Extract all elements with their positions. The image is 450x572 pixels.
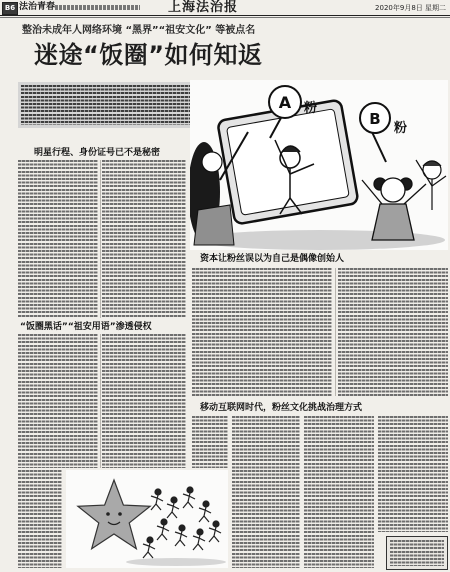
header-rule: [0, 15, 450, 16]
ground-shadow: [126, 558, 226, 566]
header-rule-thin: [0, 17, 450, 18]
info-text-block: [390, 540, 444, 566]
column-rule: [100, 160, 101, 318]
body-text-column: [102, 334, 186, 468]
section-heading-1: 明星行程、身份证号已不是秘密: [34, 148, 161, 158]
star-illustration-svg: [66, 470, 228, 568]
editor-info-line: [55, 5, 140, 10]
section-heading-2: 资本让粉丝误以为自己是偶像创始人: [200, 254, 345, 264]
column-rule: [335, 268, 336, 396]
body-text-column: [378, 416, 448, 532]
body-text-column: [192, 416, 228, 468]
article-title: 迷途“饭圈”如何知返: [34, 41, 263, 69]
body-text-column: [102, 160, 186, 318]
body-text-column: [338, 268, 448, 396]
star-chasing-illustration: [66, 470, 228, 568]
section-heading-4: 移动互联网时代，粉丝文化挑战治理方式: [200, 403, 363, 413]
column-rule: [100, 334, 101, 468]
issue-date: 2020年9月8日 星期二: [375, 4, 446, 12]
body-text-column: [18, 470, 62, 568]
sign-b-letter: B: [369, 110, 381, 128]
body-text-column: [232, 416, 300, 568]
section-heading-3: “饭圈黑话”“祖安用语”渗透侵权: [20, 322, 152, 332]
sign-a-word: 粉: [304, 101, 318, 116]
body-text-column: [304, 416, 374, 568]
sign-b-word: 粉: [394, 121, 408, 136]
section-name: 法治青春: [19, 2, 56, 12]
cartoon-illustration-fans: [190, 80, 448, 250]
body-text-column: [18, 334, 98, 468]
sign-a-letter: A: [278, 93, 292, 112]
masthead: 上海法治报: [168, 0, 239, 15]
body-text-column: [192, 268, 332, 396]
body-text-column: [18, 160, 98, 318]
cartoon-svg: [190, 80, 448, 250]
publication-info-box: [386, 536, 448, 570]
page-number-badge: B6: [2, 2, 18, 15]
article-subtitle: 整治未成年人网络环境 “黑界”“祖安文化” 等被点名: [22, 25, 256, 36]
